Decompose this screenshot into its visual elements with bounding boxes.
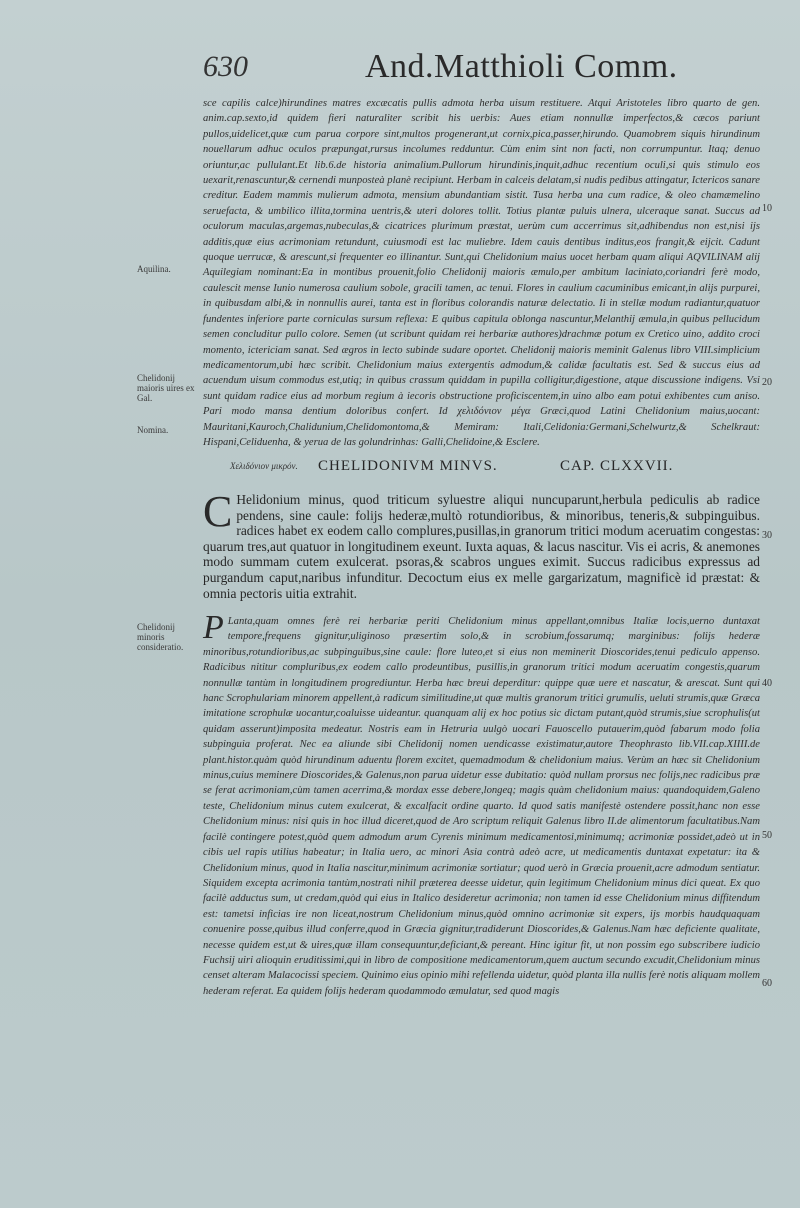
page-header xyxy=(0,50,800,94)
margin-note-aquilina: Aquilina. xyxy=(137,264,171,274)
dioscorides-paragraph xyxy=(203,487,760,601)
margin-note-chelidonium-maius-uires: Chelidonij maioris uires ex Gal. xyxy=(137,373,195,403)
dioscorides-initial: C xyxy=(203,487,233,536)
dioscorides-section xyxy=(203,487,760,601)
chapter-heading xyxy=(230,458,750,478)
page-number: 630 xyxy=(203,50,248,83)
line-number-30: 30 xyxy=(762,530,772,541)
commentary-text: Lanta,quam omnes ferè rei herbariæ periti Chelidonium minus appellant,omnibus Italiæ locis,uerno duntaxat tempore,frequens gignitur,uliginoso præsertim solo,& in scrobium,fossarumq; marginibus: folijs hederæ minoribus,rotundioribus,ac subpinguibus,sine caule: flore luteo,et si eius non meminerit Dioscorides,tenui pediculo appenso. Radicibus nititur compluribus,ex eodem callo prodeuntibus, pusillis,in granorum tritici modum aceruatim congestis,quarum nonnullæ tantùm in longitudinem progrediuntur. Herba hæc breui deperditur: quippe quæ uere et nascatur, & arescat. Sunt qui hanc Scrophulariam minorem appellent,à radicum similitudine,ut quæ multis granorum tritici grumulis, ueluti strumis,quæ Græca imitatione scrophulæ uocantur,coaluisse uideantur. quanquam alij ex hoc potius sic dictam putant,quòd strumis,siue scrophulis(ut quidam asserunt)imposita medeatur. Nostris eam in Hetruria uulgò uocari Fauoscello putauerim,quòd fabarum modo folia subpinguia proferat. Nec ea aliunde sibi Chelidonij nomen uendicasse existimatur,autore Theophrasto lib.VII.cap.XIIII.de plant.histor.quàm quòd hirundinum aduentu florem excitet, quemadmodum & chelidonium maius. Verùm an hæc sit Chelidonium minus,cuius meminere Dioscorides,& Galenus,non parua uidetur esse dubitatio: quòd nullam prorsus nec folijs,nec radicibus præ se ferat acrimoniam,cùm tamen acerrima,& mordax esse debere,longeq; magis quàm chelidonium maius: quandoquidem,Galeno teste, Chelidonium minus cutem exulcerat, & excalfacit ordine quarto. Id quod satis manifestè ostendere possit,hanc non esse Chelidonium minus: nisi quis in hoc illud diceret,quod de Aro scriptum reliquit Galenus libro II.de alimentorum facultatibus.Nam facilè contingere potest,quòd quem admodum arum Cyrenis minimum medicamentosi,minimumq; acrimoniæ possidet,adeò ut in cibis uel rapis utilius habeatur; in Italia uero, ac minori Asia contrà adeò acre, ut medicamentis duntaxat expetatur: ita & Chelidonium minus, quod in Italia nascitur,minimum acrimoniæ sortiatur; quod uerò in Græcia prouenit,acre admodum sentiatur. Siquidem excepta acrimonia tantùm,nostrati nihil præterea deesse uidetur, quin legitimum Chelidonium minus dici queat. Ex quo facilè adductus sum, ut credam,quòd qui eius in Italico desideretur acrimonia; non tamen id esse Chelidonium minus diffitendum est: tametsi inficias ire non liceat,nostrum Chelidonium minus,quòd omnino acrimoniæ sit expers, ijs morbis haudquaquam conuenire posse,quibus illud conferre,quod in Græcia gignitur,tradiderunt Dioscorides,& Galenus.Nam hæc deficiente qualitate, necesse quidem est,ut & uires,quæ illam consequuntur,deficiant,& pereant. Hinc igitur fit, ut non possim ego subscribere iudicio Fuchsij uiri alioquin eruditissimi,qui in libro de compositione medicamentorum,quem auctum secundo excudit,Chelidonium minus censet alteram Malacocissi speciem. Quinimo eius opinio mihi refellenda uidetur, quòd planta illa nullis ferè notis aliquam mollem hederam referat. Ea quidem folijs hederam quodammodo æmulatur, sed quod magis xyxy=(203,616,760,997)
line-number-40: 40 xyxy=(762,678,772,689)
commentary-initial: P xyxy=(203,609,224,646)
dioscorides-text: Helidonium minus, quod triticum syluestre aliqui nuncuparunt,herbula pediculis ab radice pendens, sine caule: folijs hederæ,multò rotundioribus, & minoribus, teneris,& subpinguibus. radices habet ex eodem callo complures,pusillas,in granorum tritici modum aceruatim congestas: quarum tres,aut quatuor in longitudinem exeunt. Iuxta aquas, & lacus nascitur. Vis ei acris, & anemones modo summam cutem exulcerat. psoras,& scabros ungues eximit. Succus radicibus expressus ad purgandum caput,naribus infunditur. Decoctum eius ex melle gargarizatum, magnificè id præstat: & omnia pectoris uitia extrahit. xyxy=(203,492,760,601)
chapter-number: CAP. CLXXVII. xyxy=(560,458,674,474)
commentary-section xyxy=(203,609,760,999)
commentary-paragraph xyxy=(203,609,760,999)
running-title: And.Matthioli Comm. xyxy=(365,48,678,85)
line-number-50: 50 xyxy=(762,830,772,841)
chapter-greek-name: Χελιδόνιον μικρόν. xyxy=(230,461,298,471)
upper-commentary-text: sce capilis calce)hirundines matres excæcatis pullis admota herba uisum restituere. Atqui Aristoteles libro quarto de gen. anim.cap.sexto,id quidem fieri naturaliter scribit his uerbis: Aues etiam nonnullæ imperfectos,& cæcos pariunt pullos,uidelicet,quæ cum parua corpore sint,multos progenerant,ut cornix,pica,passer,hirundo. Quamobrem siquis hirundinum nouellarum adhuc oculos præpungat,rursus incolumes redduntur. Cùm enim sint non facti, non corrumpuntur. Itaq; denuo oriuntur,ac pullulant.Et lib.6.de historia animalium.Pullorum hirundinis,inquit,adhuc recentium oculi,si quis stimulo eos uexarit,renascuntur,& cernendi munposteà planè recipiunt. Herbam in calceis delatam,si nudis pedibus attingatur, Ictericos sanare creditur. Eadem mammis mulierum admota, mensium abundantiam sistit. Tusa herba una cum radice, & oleo chamæmelino seruefacta, & umbilico illita,tormina uentris,& uteri dolores tollit. Totius plantæ puluis ulnera, ulceraque sanat. Succus ad oculorum maculas,argemas,nubeculas,& cicatrices plurimum præstat, uerùm cum accerrimus sit,adhibendus non est,nisi ijs additis,quæ eius acrimoniam retundunt, cuiusmodi est lac muliebre. Idem cauis dentibus inditus,eos frangit,& eijcit. Cadunt quoque uerrucæ, & arescunt,si frequenter eo illinantur. Sunt,qui Chelidonium maius uocet herbam quam aliqui AQVILINAM alij Aquilegiam nominant:Ea in montibus prouenit,folio Chelidonij maioris æmulo,per ambitum laciniato,coriandri ferè modo, caulescit mense Iunio numerosa caulium sobole, gracili tamen, ac tenui. Flores in caulium cacuminibus emicant,in alijs purpurei, in quibusdam albi,& in nonnullis aurei, tanta est in floribus colorandis naturæ delectatio. Ii in stellæ modum radiantur,quatuor fundentes inferiore parte corniculas sursum reflexa: E quibus capitula oblonga nascuntur,Melanthij æmula,in quibus pellucidum semen concluditur pullo colore. Semen (ut scribunt quidam rei herbariæ authores)drachmæ potum ex Cretico uino, addito croci momento, ictericiam sanat. Sed ægros in lecto subinde sudare oportet. Chelidonij maioris meminit Galenus libro VIII.simplicium medicamentorum,ubi hæc scribit. Chelidonium maius extergentis admodum,& calidæ facultatis est. Sed & succus eius ad acuendum uisum commodus est,utiq; in quibus crassum quiddam in pupilla colligitur,digestione, atque discussione indigens. Vsi sunt quidam radice eius ad morbum regium à iecoris obstructione proficiscentem,in uino albo eam potui exhibentes cum aniso. Pari modo mansa dentium doloribus confert. Id χελιδόνιον μέγα Græci,quod Latini Chelidonium maius,uocant: Mauritani,Kauroch,Chalidunium,Chelidomontoma,& Memiram: Itali,Celidonia:Germani,Schelwurtz,& Schelkraut: Hispani,Celiduenha, & yerua de las golundrinhas: Galli,Chelidoine,& Esclere. xyxy=(203,98,760,448)
upper-commentary-section xyxy=(203,96,760,450)
line-number-20: 20 xyxy=(762,377,772,388)
margin-note-nomina: Nomina. xyxy=(137,425,169,435)
line-number-10: 10 xyxy=(762,203,772,214)
line-number-60: 60 xyxy=(762,978,772,989)
chapter-title: CHELIDONIVM MINVS. xyxy=(318,458,498,474)
margin-note-chelidonium-minus-consideratio: Chelidonij minoris consideratio. xyxy=(137,622,184,652)
